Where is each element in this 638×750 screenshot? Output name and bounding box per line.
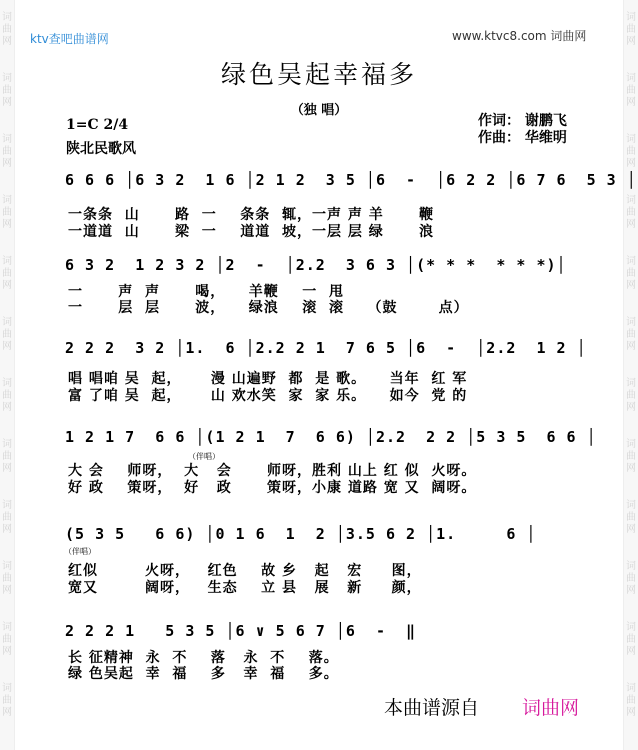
watermark-glyph: 曲 [2,695,12,706]
header-site-left[interactable]: ktv查吧曲谱网 [30,32,109,46]
watermark-glyph: 词 [2,378,12,389]
watermark-glyph: 曲 [2,634,12,645]
notation-line-1: 6 6 6 │6 3 2 1 6 │2 1 2 3 5 │6 - │6 2 2 │6 7 6 5 3 │ [65,171,637,189]
source-site-link[interactable]: 词曲网 [522,697,580,719]
watermark-glyph: 网 [626,463,636,474]
watermark-glyph: 网 [626,524,636,535]
watermark-glyph: 词 [2,561,12,572]
watermark-glyph: 网 [2,36,12,47]
watermark-glyph: 词 [626,317,636,328]
watermark-glyph: 词 [626,73,636,84]
lyric-line-6a: 长 征精神 永 不 落 永 不 落。 [68,650,339,666]
watermark-glyph: 网 [626,219,636,230]
watermark-glyph: 曲 [626,268,636,279]
watermark-glyph: 曲 [626,512,636,523]
watermark-glyph: 词 [2,683,12,694]
key-time-signature: 1=C 2/4 [66,117,129,133]
lyric-line-2b: 一 层 层 波， 绿浪 滚 滚 （鼓 点） [68,300,469,316]
watermark-glyph: 曲 [2,329,12,340]
song-subtitle: （独 唱） [290,103,348,118]
watermark-glyph: 曲 [2,85,12,96]
watermark-glyph: 词 [2,12,12,23]
watermark-glyph: 词 [626,561,636,572]
watermark-glyph: 网 [626,646,636,657]
watermark-glyph: 网 [2,585,12,596]
watermark-glyph: 词 [2,317,12,328]
watermark-glyph: 曲 [626,573,636,584]
lyric-line-3a: 唱 唱咱 吴 起， 漫 山遍野 都 是 歌。 当年 红 军 [68,371,468,387]
notation-line-5: (5 3 5 6 6) │0 1 6 1 2 │3.5 6 2 │1. 6 │ [65,525,537,543]
watermark-glyph: 曲 [2,268,12,279]
watermark-glyph: 网 [2,463,12,474]
song-title: 绿色吴起幸福多 [220,60,417,89]
watermark-glyph: 曲 [2,451,12,462]
watermark-glyph: 网 [626,158,636,169]
watermark-glyph: 词 [2,622,12,633]
watermark-glyph: 曲 [626,390,636,401]
watermark-glyph: 词 [626,134,636,145]
watermark-glyph: 曲 [626,146,636,157]
watermark-glyph: 网 [2,280,12,291]
watermark-glyph: 词 [626,12,636,23]
notation-line-4: 1 2 1 7 6 6 │(1 2 1 7 6 6) │2.2 2 2 │5 3 5 6 6 │ [65,428,597,446]
accompaniment-tag-1: （伴唱） [188,452,220,461]
watermark-glyph: 词 [2,73,12,84]
watermark-glyph: 曲 [2,390,12,401]
watermark-glyph: 曲 [2,24,12,35]
watermark-glyph: 网 [626,97,636,108]
accompaniment-tag-2: （伴唱） [64,547,96,556]
watermark-glyph: 网 [2,646,12,657]
source-label: 本曲谱源自 [384,697,480,719]
watermark-glyph: 网 [626,280,636,291]
watermark-glyph: 曲 [626,24,636,35]
watermark-glyph: 词 [2,439,12,450]
lyric-line-1a: 一条条 山 路 一 条条 辄，一声 声 羊 鞭 [68,207,434,223]
watermark-glyph: 词 [2,256,12,267]
notation-line-6: 2 2 2 1 5 3 5 │6 ∨ 5 6 7 │6 - ‖ [65,622,417,640]
watermark-glyph: 曲 [626,634,636,645]
header-site-right[interactable]: www.ktvc8.com 词曲网 [452,29,587,43]
lyric-line-3b: 富 了咱 吴 起， 山 欢水笑 家 家 乐。 如今 党 的 [68,388,468,404]
watermark-glyph: 网 [626,402,636,413]
watermark-glyph: 网 [2,524,12,535]
watermark-glyph: 词 [2,500,12,511]
watermark-glyph: 网 [626,707,636,718]
watermark-glyph: 网 [626,585,636,596]
watermark-glyph: 词 [626,439,636,450]
watermark-glyph: 词 [2,195,12,206]
watermark-glyph: 曲 [2,207,12,218]
watermark-glyph: 词 [626,500,636,511]
watermark-glyph: 网 [2,402,12,413]
lyric-line-1b: 一道道 山 梁 一 道道 坡，一层 层 绿 浪 [68,224,434,240]
lyric-line-4b: 好 政 策呀， 好 政 策呀，小康 道路 宽 又 阔呀。 [68,480,477,496]
watermark-glyph: 曲 [626,329,636,340]
watermark-glyph: 词 [626,256,636,267]
watermark-glyph: 曲 [2,512,12,523]
watermark-glyph: 网 [626,36,636,47]
watermark-glyph: 曲 [626,85,636,96]
lyric-line-6b: 绿 色吴起 幸 福 多 幸 福 多。 [68,666,339,682]
watermark-glyph: 曲 [626,695,636,706]
lyric-line-2a: 一 声 声 喝， 羊鞭 一 甩 [68,284,344,300]
watermark-glyph: 网 [2,707,12,718]
composer-credit: 作曲： 华维明 [478,130,567,146]
watermark-glyph: 词 [626,683,636,694]
watermark-glyph: 曲 [626,207,636,218]
watermark-glyph: 网 [626,341,636,352]
lyric-line-4a: 大 会 师呀， 大 会 师呀，胜利 山上 红 似 火呀。 [68,463,477,479]
watermark-glyph: 词 [626,622,636,633]
lyricist-credit: 作词： 谢鹏飞 [478,113,567,129]
watermark-glyph: 曲 [2,573,12,584]
watermark-glyph: 网 [2,97,12,108]
watermark-glyph: 词 [626,195,636,206]
lyric-line-5b: 宽又 阔呀， 生态 立 县 展 新 颜， [68,580,422,596]
watermark-glyph: 词 [626,378,636,389]
watermark-glyph: 网 [2,341,12,352]
notation-line-3: 2 2 2 3 2 │1. 6 │2.2 2 1 7 6 5 │6 - │2.2 1 2 │ [65,339,587,357]
lyric-line-5a: 红似 火呀， 红色 故 乡 起 宏 图， [68,563,422,579]
song-style: 陕北民歌风 [66,141,136,157]
watermark-glyph: 曲 [626,451,636,462]
watermark-glyph: 曲 [2,146,12,157]
watermark-glyph: 网 [2,219,12,230]
watermark-glyph: 词 [2,134,12,145]
notation-line-2: 6 3 2 1 2 3 2 │2 - │2.2 3 6 3 │(* * * * * *)│ [65,256,567,274]
watermark-glyph: 网 [2,158,12,169]
